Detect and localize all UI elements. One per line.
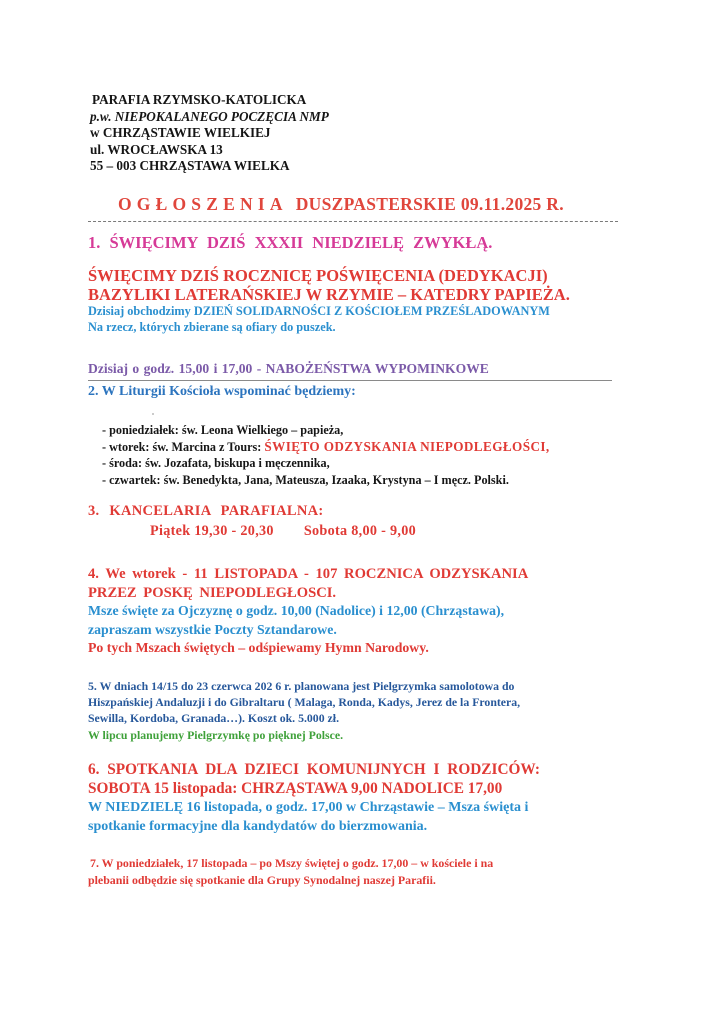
- section-5-line-3: Sewilla, Kordoba, Granada…). Koszt ok. 5.000 zł.: [88, 711, 340, 726]
- parish-street: ul. WROCŁAWSKA 13: [90, 141, 223, 157]
- anniversary-line-2: BAZYLIKI LATERAŃSKIEJ W RZYMIE – KATEDRY PAPIEŻA.: [88, 285, 570, 304]
- title-date: DUSZPASTERSKIE 09.11.2025 R.: [295, 194, 564, 214]
- section-2-days-list: [102, 422, 550, 488]
- day-monday: - poniedziałek: św. Leona Wielkiego – papieża,: [102, 423, 344, 437]
- section-4-masses-1: Msze święte za Ojczyznę o godz. 10,00 (Nadolice) i 12,00 (Chrząstawa),: [88, 603, 505, 618]
- day-thursday: - czwartek: św. Benedykta, Jana, Mateusza, Izaaka, Krystyna – I męcz. Polski.: [102, 472, 509, 487]
- page-title: [118, 194, 564, 215]
- section-1-heading: 1. ŚWIĘCIMY DZIŚ XXXII NIEDZIELĘ ZWYKŁĄ.: [88, 233, 493, 252]
- services-notice: Dzisiaj o godz. 15,00 i 17,00 - NABOŻEŃSTWA WYPOMINKOWE: [88, 361, 489, 376]
- solidarity-line-2: Na rzecz, których zbierane są ofiary do puszek.: [88, 319, 336, 334]
- day-wednesday: - środa: św. Jozafata, biskupa i męczennika,: [102, 456, 330, 471]
- title-announcements: OGŁOSZENIA: [118, 194, 288, 214]
- section-3: [88, 503, 416, 540]
- office-hours: [88, 523, 416, 540]
- section-4-heading-2: PRZEZ POSKĘ NIEPODLEGŁOSCI.: [88, 584, 337, 601]
- parish-header: [90, 92, 329, 175]
- section-7: [88, 855, 493, 889]
- office-hours-friday: Piątek 19,30 - 20,30: [150, 523, 274, 539]
- section-5-line-2: Hiszpańskiej Andaluzji i do Gibraltaru ( Malaga, Ronda, Kadys, Jerez de la Frontera,: [88, 695, 521, 710]
- parish-postcode: 55 – 003 CHRZĄSTAWA WIELKA: [90, 158, 290, 173]
- section-5: [88, 678, 520, 743]
- section-4-anthem: Po tych Mszach świętych – odśpiewamy Hymn Narodowy.: [88, 640, 429, 655]
- section-2-heading: 2. W Liturgii Kościoła wspominać będziemy:: [88, 384, 356, 399]
- dashed-divider: [88, 221, 618, 222]
- independence-highlight: ŚWIĘTO ODZYSKANIA NIEPODLEGŁOŚCI,: [264, 438, 550, 454]
- section-6-heading: 6. SPOTKANIA DLA DZIECI KOMUNIJNYCH I RODZICÓW:: [88, 761, 540, 778]
- section-3-heading: 3. KANCELARIA PARAFIALNA:: [88, 503, 324, 519]
- parish-name: PARAFIA RZYMSKO-KATOLICKA: [92, 92, 307, 107]
- section-4-masses-2: zapraszam wszystkie Poczty Sztandarowe.: [88, 621, 337, 637]
- office-hours-saturday: Sobota 8,00 - 9,00: [303, 523, 417, 539]
- scan-speck: [152, 413, 154, 415]
- section-6-sunday-1: W NIEDZIELĘ 16 listopada, o godz. 17,00 w Chrząstawie – Msza święta i: [88, 800, 529, 815]
- section-5-line-4: W lipcu planujemy Pielgrzymkę po pięknej Polsce.: [88, 727, 344, 742]
- anniversary-line-1: ŚWIĘCIMY DZIŚ ROCZNICĘ POŚWIĘCENIA (DEDYKACJI): [88, 266, 548, 285]
- section-4: [88, 565, 528, 658]
- section-6-sunday-2: spotkanie formacyjne dla kandydatów do bierzmowania.: [88, 819, 428, 834]
- solidarity-line-1: Dzisiaj obchodzimy DZIEŃ SOLIDARNOŚCI Z KOŚCIOŁEM PRZEŚLADOWANYM: [88, 304, 550, 318]
- parish-dedication: p.w. NIEPOKALANEGO POCZĘCIA NMP: [90, 108, 329, 124]
- section-7-line-1: 7. W poniedziałek, 17 listopada – po Mszy świętej o godz. 17,00 – w kościele i na: [90, 856, 494, 870]
- section-4-heading-1: 4. We wtorek - 11 LISTOPADA - 107 ROCZNICA ODZYSKANIA: [88, 566, 529, 582]
- section-6: [88, 760, 540, 836]
- section-5-line-1: 5. W dniach 14/15 do 23 czerwca 202 6 r. planowana jest Pielgrzymka samolotowa do: [88, 679, 515, 693]
- day-tuesday: - wtorek: św. Marcina z Tours: ŚWIĘTO ODZYSKANIA NIEPODLEGŁOŚCI,: [102, 438, 550, 454]
- parish-location: w CHRZĄSTAWIE WIELKIEJ: [90, 125, 271, 140]
- solid-divider: [88, 380, 612, 381]
- section-7-line-2: plebanii odbędzie się spotkanie dla Grupy Synodalnej naszej Parafii.: [88, 873, 436, 887]
- section-6-saturday: SOBOTA 15 listopada: CHRZĄSTAWA 9,00 NADOLICE 17,00: [88, 780, 503, 797]
- section-1-body: [88, 266, 570, 335]
